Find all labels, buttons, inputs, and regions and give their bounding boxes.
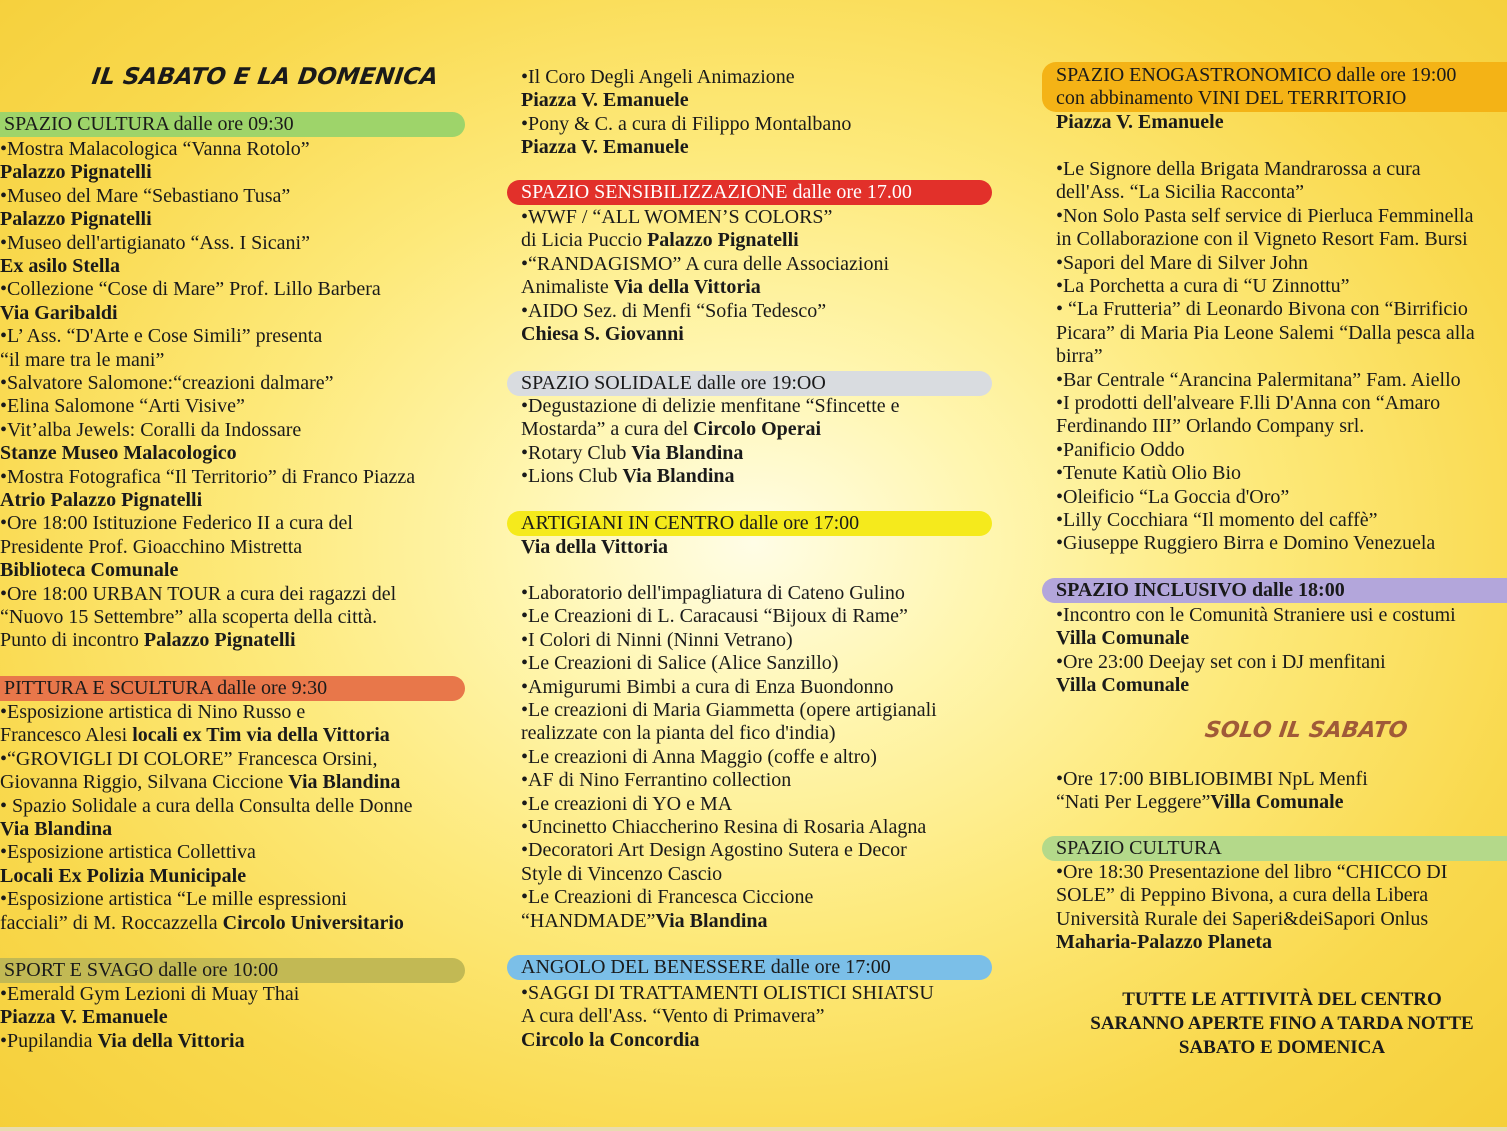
- list-item-text: •Le creazioni di YO e MA: [521, 792, 733, 815]
- list-item-text: •Incontro con le Comunità Straniere usi e costumi: [1056, 604, 1456, 626]
- list-item-location: Palazzo Pignatelli: [647, 229, 799, 252]
- list-item: [521, 465, 735, 488]
- list-item: [1056, 205, 1473, 228]
- list-item-text: •Decoratori Art Design Agostino Sutera e Decor: [521, 839, 907, 862]
- list-item-location: Circolo Universitario: [222, 911, 404, 934]
- list-item-text: •Le Creazioni di L. Caracausi “Bijoux di Rame”: [521, 605, 908, 628]
- list-item: [0, 701, 305, 724]
- list-item-location: Via Blandina: [0, 818, 113, 840]
- list-item: [0, 325, 322, 348]
- list-item: [1056, 322, 1475, 345]
- list-item: [0, 865, 246, 888]
- list-item: [0, 1006, 168, 1029]
- list-item: [521, 863, 722, 886]
- list-item-location: Ex asilo Stella: [0, 255, 121, 277]
- list-item-text: in Collaborazione con il Vigneto Resort Fam. Bursi: [1056, 228, 1468, 251]
- list-item: [1056, 651, 1386, 674]
- list-item-text: •Collezione “Cose di Mare” Prof. Lillo Barbera: [0, 278, 381, 301]
- list-item: [1056, 908, 1428, 931]
- list-item: [0, 748, 377, 771]
- list-item-location: Maharia-Palazzo Planeta: [1056, 931, 1273, 954]
- list-item: [521, 229, 799, 252]
- list-item: [1056, 931, 1272, 954]
- list-item-location: Via Blandina: [622, 465, 735, 488]
- list-item: [1056, 674, 1189, 697]
- list-item: [521, 300, 826, 323]
- list-item-text: Ferdinando III” Orlando Company srl.: [1056, 415, 1365, 438]
- list-item-location: Palazzo Pignatelli: [0, 161, 152, 184]
- list-item-text: • Spazio Solidale a cura della Consulta delle Donne: [0, 794, 413, 817]
- list-item: [0, 818, 112, 841]
- list-item: [0, 232, 310, 255]
- list-item: [0, 559, 178, 582]
- list-item-location: Villa Comunale: [1056, 674, 1190, 697]
- list-item: [0, 629, 296, 652]
- list-item: [1056, 768, 1368, 791]
- list-item-text: •Ore 18:00 URBAN TOUR a cura dei ragazzi del: [0, 582, 397, 605]
- list-item-text: •Rotary Club: [521, 441, 632, 464]
- band-spazio-sensibilizzazione: SPAZIO SENSIBILIZZAZIONE dalle ore 17.00: [507, 180, 992, 205]
- list-item-text: •AIDO Sez. di Menfi “Sofia Tedesco”: [521, 299, 827, 322]
- list-item-location: Piazza V. Emanuele: [521, 136, 689, 159]
- band-spazio-inclusivo: SPAZIO INCLUSIVO dalle 18:00: [1042, 578, 1507, 603]
- list-item: [0, 841, 256, 864]
- list-item-text: •Salvatore Salomone:“creazioni dalmare”: [0, 372, 334, 394]
- list-item: [521, 722, 836, 745]
- list-item: [521, 276, 761, 299]
- list-item: [0, 1030, 245, 1053]
- list-item: [0, 771, 400, 794]
- list-item: [1056, 275, 1350, 298]
- band-spazio-cultura: SPAZIO CULTURA dalle ore 09:30: [0, 112, 465, 137]
- list-item: [521, 910, 768, 933]
- list-item: [521, 793, 732, 816]
- list-item: [0, 489, 202, 512]
- list-item-location: Via Garibaldi: [0, 301, 118, 324]
- list-item-location: Via Blandina: [631, 441, 744, 464]
- list-item-text: •Ore 18:00 Istituzione Federico II a cura del: [0, 512, 353, 535]
- list-item: [0, 185, 290, 208]
- list-item: [521, 582, 905, 605]
- list-item: [521, 1005, 825, 1028]
- list-item-text: •Bar Centrale “Arancina Palermitana” Fam. Aiello: [1056, 368, 1461, 391]
- list-item-text: dell'Ass. “La Sicilia Racconta”: [1056, 181, 1304, 204]
- list-item-location: Piazza V. Emanuele: [521, 89, 689, 112]
- band-spazio-cultura-sabato: SPAZIO CULTURA: [1042, 836, 1507, 861]
- list-item-text: Style di Vincenzo Cascio: [521, 862, 723, 885]
- list-item: [0, 419, 301, 442]
- list-item-text: •Ore 23:00 Deejay set con i DJ menfitani: [1056, 650, 1386, 673]
- list-item: [1056, 298, 1468, 321]
- band-eno-line-2: con abbinamento VINI DEL TERRITORIO: [1056, 87, 1407, 109]
- list-item: [521, 395, 900, 418]
- list-item: [1056, 228, 1468, 251]
- list-item-text: •Emerald Gym Lezioni di Muay Thai: [0, 983, 300, 1005]
- list-item-location: Palazzo Pignatelli: [143, 629, 296, 652]
- list-item: [1056, 369, 1461, 392]
- list-item-text: A cura dell'Ass. “Vento di Primavera”: [521, 1005, 825, 1028]
- list-item-text: “Nati Per Leggere”: [1056, 791, 1211, 814]
- list-item: [0, 255, 120, 278]
- list-item: [1056, 861, 1447, 884]
- list-item-text: facciali” di M. Roccazzella: [0, 911, 223, 934]
- list-item: [521, 1029, 700, 1052]
- bottom-strip: [0, 1127, 1507, 1131]
- list-item: [521, 886, 813, 909]
- list-item: [1056, 486, 1289, 509]
- list-item: [0, 536, 302, 559]
- list-item-text: Giovanna Riggio, Silvana Ciccione: [0, 771, 289, 794]
- list-item-text: realizzate con la pianta del fico d'india): [521, 722, 836, 745]
- list-item-text: “Nuovo 15 Settembre” alla scoperta della città.: [0, 606, 378, 628]
- list-item-text: “il mare tra le mani”: [0, 348, 165, 371]
- list-item: [1056, 791, 1344, 814]
- list-item: [521, 982, 934, 1005]
- list-item-text: •Panificio Oddo: [1056, 438, 1185, 461]
- list-item-text: •Mostra Fotografica “Il Territorio” di Franco Piazza: [0, 465, 416, 488]
- list-item-text: Picara” di Maria Pia Leone Salemi “Dalla pesca alla: [1056, 321, 1475, 344]
- list-item: [0, 372, 334, 395]
- list-item-text: •Le Signore della Brigata Mandrarossa a cura: [1056, 158, 1421, 180]
- list-item: [0, 442, 237, 465]
- list-item-location: Via della Vittoria: [613, 276, 761, 299]
- list-item: [521, 699, 937, 722]
- list-item: [0, 888, 347, 911]
- list-item: [521, 769, 791, 792]
- list-item-text: •“RANDAGISMO” A cura delle Associazioni: [521, 252, 890, 275]
- list-item-location: Palazzo Pignatelli: [0, 208, 152, 231]
- list-item-location: Locali Ex Polizia Municipale: [0, 864, 247, 887]
- list-item: [521, 839, 907, 862]
- list-item: [521, 66, 795, 89]
- band-sport-svago: SPORT E SVAGO dalle ore 10:00: [0, 958, 465, 983]
- list-item: [521, 605, 908, 628]
- list-item-text: •Pony & C. a cura di Filippo Montalbano: [521, 112, 852, 135]
- heading-sabato-domenica: IL SABATO E LA DOMENICA: [90, 64, 440, 90]
- list-item-location: Via della Vittoria: [97, 1029, 245, 1052]
- band-eno-line-1: SPAZIO ENOGASTRONOMICO dalle ore 19:00: [1056, 64, 1457, 86]
- list-item-text: birra”: [1056, 345, 1103, 368]
- list-item-text: •Non Solo Pasta self service di Pierluca Femminella: [1056, 204, 1474, 227]
- list-item: [521, 418, 821, 441]
- list-item: [521, 629, 793, 652]
- list-item: [1056, 439, 1185, 462]
- list-item-text: •Esposizione artistica Collettiva: [0, 841, 256, 864]
- eno-location: Piazza V. Emanuele: [1056, 111, 1224, 133]
- list-item-text: Animaliste: [521, 276, 614, 299]
- list-item: [1056, 462, 1241, 485]
- list-item-text: •I Colori di Ninni (Ninni Vetrano): [521, 628, 793, 651]
- list-item-location: Circolo la Concordia: [521, 1028, 700, 1051]
- list-item: [0, 138, 310, 161]
- list-item-text: •Le Creazioni di Salice (Alice Sanzillo): [521, 652, 839, 675]
- list-item-text: SOLE” di Peppino Bivona, a cura della Libera: [1056, 884, 1429, 907]
- list-item: [521, 442, 743, 465]
- list-item: [521, 746, 877, 769]
- list-item-text: •Lions Club: [521, 465, 623, 488]
- list-item: [0, 466, 415, 489]
- list-item: [1056, 252, 1308, 275]
- list-item: [0, 795, 412, 818]
- list-item-text: Mostarda” a cura del: [521, 418, 694, 441]
- list-item: [0, 161, 152, 184]
- list-item-location: Villa Comunale: [1056, 627, 1190, 650]
- artigiani-location: Via della Vittoria: [521, 536, 669, 558]
- list-item-text: •Museo del Mare “Sebastiano Tusa”: [0, 184, 291, 207]
- list-item-text: •Giuseppe Ruggiero Birra e Domino Venezuela: [1056, 532, 1436, 555]
- list-item-text: •Oleificio “La Goccia d'Oro”: [1056, 485, 1290, 508]
- list-item: [0, 583, 396, 606]
- list-item-text: •Uncinetto Chiaccherino Resina di Rosaria Alagna: [521, 816, 927, 838]
- list-item-text: •AF di Nino Ferrantino collection: [521, 769, 792, 792]
- list-item-text: Francesco Alesi: [0, 724, 133, 747]
- list-item: [521, 89, 689, 112]
- list-item: [0, 912, 404, 935]
- list-item: [1056, 627, 1189, 650]
- footer-line-2: SARANNO APERTE FINO A TARDA NOTTE: [1090, 1013, 1474, 1034]
- list-item-location: Via Blandina: [655, 909, 768, 932]
- list-item: [0, 606, 377, 629]
- band-artigiani-in-centro: ARTIGIANI IN CENTRO dalle ore 17:00: [507, 511, 992, 536]
- list-item-text: Punto di incontro: [0, 629, 144, 652]
- list-item: [0, 395, 245, 418]
- list-item: [0, 278, 381, 301]
- list-item-text: •Il Coro Degli Angeli Animazione: [521, 66, 795, 88]
- list-item: [521, 206, 832, 229]
- list-item-text: •Esposizione artistica “Le mille espressioni: [0, 888, 347, 911]
- footer-line-1: TUTTE LE ATTIVITÀ DEL CENTRO: [1122, 989, 1442, 1010]
- list-item: [0, 724, 390, 747]
- list-item: [1056, 415, 1364, 438]
- band-spazio-enogastronomico: [1042, 62, 1507, 112]
- list-item-text: •L’ Ass. “D'Arte e Cose Simili” presenta: [0, 325, 323, 348]
- list-item-location: Stanze Museo Malacologico: [0, 442, 237, 465]
- list-item-location: Circolo Operai: [693, 418, 822, 441]
- list-item-text: •Ore 17:00 BIBLIOBIMBI NpL Menfi: [1056, 768, 1368, 790]
- list-item: [1056, 181, 1304, 204]
- list-item-text: Presidente Prof. Gioacchino Mistretta: [0, 535, 303, 558]
- list-item-text: •Lilly Cocchiara “Il momento del caffè”: [1056, 509, 1378, 531]
- band-angolo-benessere: ANGOLO DEL BENESSERE dalle ore 17:00: [507, 955, 992, 980]
- list-item: [1056, 884, 1428, 907]
- list-item-text: •Sapori del Mare di Silver John: [1056, 251, 1308, 274]
- list-item: [1056, 532, 1435, 555]
- list-item-location: Chiesa S. Giovanni: [521, 323, 684, 345]
- list-item: [0, 302, 118, 325]
- list-item: [0, 983, 299, 1006]
- list-item: [521, 113, 851, 136]
- list-item-location: Biblioteca Comunale: [0, 559, 179, 582]
- list-item-location: locali ex Tim via della Vittoria: [132, 724, 390, 747]
- list-item-text: •Esposizione artistica di Nino Russo e: [0, 701, 306, 723]
- list-item: [1056, 509, 1378, 532]
- list-item-location: Villa Comunale: [1210, 791, 1344, 814]
- heading-solo-sabato: SOLO IL SABATO: [1203, 718, 1410, 743]
- list-item-text: • “La Frutteria” di Leonardo Bivona con “Birrificio: [1056, 298, 1468, 321]
- list-item-text: •Tenute Katiù Olio Bio: [1056, 462, 1242, 485]
- list-item-text: •Le creazioni di Anna Maggio (coffe e altro): [521, 745, 877, 768]
- list-item: [1056, 345, 1103, 368]
- list-item-text: •La Porchetta a cura di “U Zinnottu”: [1056, 275, 1350, 297]
- list-item-text: •Laboratorio dell'impagliatura di Cateno Gulino: [521, 582, 905, 604]
- list-item: [0, 208, 152, 231]
- list-item-location: Piazza V. Emanuele: [0, 1006, 168, 1029]
- band-pittura-scultura: PITTURA E SCULTURA dalle ore 9:30: [0, 676, 465, 701]
- list-item: [0, 512, 353, 535]
- list-item: [521, 323, 684, 346]
- list-item-text: •Amigurumi Bimbi a cura di Enza Buondonno: [521, 675, 894, 698]
- list-item-text: Università Rurale dei Saperi&deiSapori Onlus: [1056, 907, 1429, 930]
- list-item-text: •I prodotti dell'alveare F.lli D'Anna con “Amaro: [1056, 392, 1441, 414]
- list-item-text: •Mostra Malacologica “Vanna Rotolo”: [0, 138, 310, 160]
- list-item-location: Via Blandina: [288, 771, 401, 794]
- footer-note: [1062, 988, 1502, 1060]
- list-item-text: di Licia Puccio: [521, 229, 648, 252]
- list-item-text: •SAGGI DI TRATTAMENTI OLISTICI SHIATSU: [521, 982, 934, 1004]
- list-item-text: •Elina Salomone “Arti Visive”: [0, 395, 245, 418]
- list-item-text: •Vit’alba Jewels: Coralli da Indossare: [0, 418, 302, 441]
- list-item-text: •Le creazioni di Maria Giammetta (opere artigianali: [521, 699, 937, 721]
- list-item: [521, 136, 689, 159]
- list-item-text: •WWF / “ALL WOMEN’S COLORS”: [521, 206, 833, 228]
- list-item-text: “HANDMADE”: [521, 909, 656, 932]
- list-item-text: •Pupilandia: [0, 1029, 98, 1052]
- list-item: [0, 349, 164, 372]
- list-item: [521, 652, 838, 675]
- list-item: [521, 253, 889, 276]
- list-item-text: •Le Creazioni di Francesca Ciccione: [521, 886, 814, 909]
- list-item-text: •Ore 18:30 Presentazione del libro “CHICCO DI: [1056, 861, 1448, 883]
- list-item: [1056, 604, 1456, 627]
- footer-line-3: SABATO E DOMENICA: [1178, 1037, 1386, 1058]
- list-item-text: •Degustazione di delizie menfitane “Sfincette e: [521, 395, 900, 417]
- list-item: [521, 676, 894, 699]
- band-spazio-solidale: SPAZIO SOLIDALE dalle ore 19:OO: [507, 371, 992, 396]
- list-item-text: •Museo dell'artigianato “Ass. I Sicani”: [0, 231, 310, 254]
- list-item-location: Atrio Palazzo Pignatelli: [0, 489, 203, 511]
- list-item: [1056, 158, 1421, 181]
- list-item-text: •“GROVIGLI DI COLORE” Francesca Orsini,: [0, 747, 378, 770]
- list-item: [1056, 392, 1440, 415]
- list-item: [521, 816, 926, 839]
